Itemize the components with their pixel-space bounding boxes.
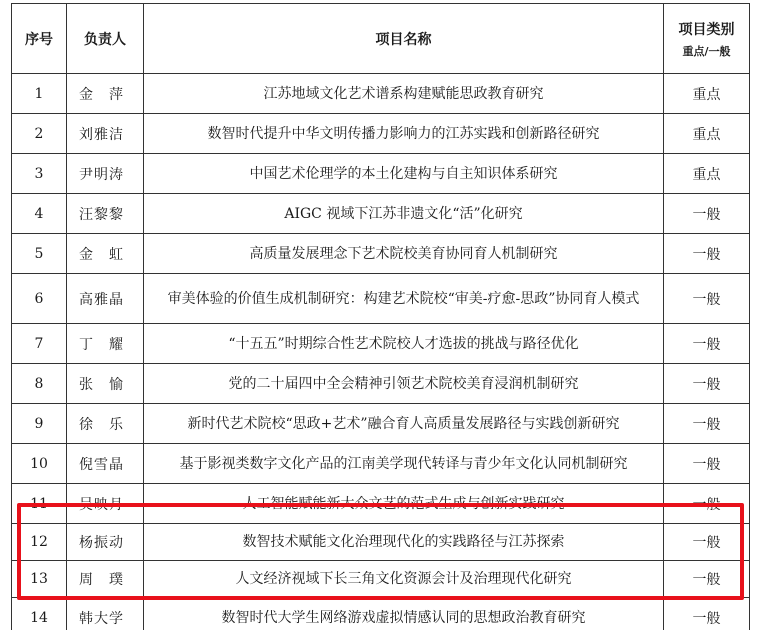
header-no: 序号: [12, 4, 67, 74]
row-owner: 金 虹: [67, 234, 144, 274]
table-row: [12, 74, 750, 114]
row-no: 2: [12, 114, 67, 154]
row-category: 一般: [664, 274, 750, 324]
row-title: 审美体验的价值生成机制研究：构建艺术院校“审美-疗愈-思政”协同育人模式: [144, 274, 664, 324]
row-title: 数智时代提升中华文明传播力影响力的江苏实践和创新路径研究: [144, 114, 664, 154]
row-no: 8: [12, 364, 67, 404]
row-category: 一般: [664, 364, 750, 404]
table-header-row: [12, 4, 750, 74]
row-no: 14: [12, 598, 67, 638]
row-title: “十五五”时期综合性艺术院校人才选拔的挑战与路径优化: [144, 324, 664, 364]
row-title: 党的二十届四中全会精神引领艺术院校美育浸润机制研究: [144, 364, 664, 404]
table-row: [12, 404, 750, 444]
row-owner: 张 愉: [67, 364, 144, 404]
row-no: 11: [12, 484, 67, 524]
row-owner: 吴映月: [67, 484, 144, 524]
row-owner: 汪黎黎: [67, 194, 144, 234]
row-category: 重点: [664, 154, 750, 194]
row-no: 9: [12, 404, 67, 444]
row-title: AIGC 视域下江苏非遗文化“活”化研究: [144, 194, 664, 234]
header-title: 项目名称: [144, 4, 664, 74]
row-category: 一般: [664, 561, 750, 598]
row-owner: 徐 乐: [67, 404, 144, 444]
header-category: [664, 4, 750, 74]
row-no: 12: [12, 524, 67, 561]
row-no: 7: [12, 324, 67, 364]
table-row: [12, 154, 750, 194]
row-owner: 刘雅洁: [67, 114, 144, 154]
row-title: 江苏地域文化艺术谱系构建赋能思政教育研究: [144, 74, 664, 114]
table-row: [12, 524, 750, 561]
row-owner: 周 璞: [67, 561, 144, 598]
table-row: [12, 274, 750, 324]
header-owner: 负责人: [67, 4, 144, 74]
row-category: 一般: [664, 404, 750, 444]
row-category: 一般: [664, 524, 750, 561]
table-row: [12, 364, 750, 404]
row-no: 4: [12, 194, 67, 234]
row-category: 重点: [664, 74, 750, 114]
row-no: 1: [12, 74, 67, 114]
table-row: [12, 561, 750, 598]
row-category: 一般: [664, 598, 750, 638]
row-owner: 杨振动: [67, 524, 144, 561]
table-row: [12, 324, 750, 364]
table-row: [12, 444, 750, 484]
row-owner: 尹明涛: [67, 154, 144, 194]
row-title: 人文经济视域下长三角文化资源会计及治理现代化研究: [144, 561, 664, 598]
row-no: 13: [12, 561, 67, 598]
row-title: 新时代艺术院校“思政+艺术”融合育人高质量发展路径与实践创新研究: [144, 404, 664, 444]
table-row: [12, 234, 750, 274]
table-row: [12, 194, 750, 234]
row-title: 数智技术赋能文化治理现代化的实践路径与江苏探索: [144, 524, 664, 561]
row-category: 重点: [664, 114, 750, 154]
row-no: 3: [12, 154, 67, 194]
row-owner: 高雅晶: [67, 274, 144, 324]
row-no: 6: [12, 274, 67, 324]
row-owner: 倪雪晶: [67, 444, 144, 484]
row-title: 数智时代大学生网络游戏虚拟情感认同的思想政治教育研究: [144, 598, 664, 638]
row-category: 一般: [664, 444, 750, 484]
row-title: 高质量发展理念下艺术院校美育协同育人机制研究: [144, 234, 664, 274]
page-bottom-edge: [0, 630, 757, 644]
header-category-sub: 重点/一般: [682, 44, 731, 58]
row-category: 一般: [664, 194, 750, 234]
row-owner: 金 萍: [67, 74, 144, 114]
row-category: 一般: [664, 484, 750, 524]
row-no: 5: [12, 234, 67, 274]
table-row: [12, 114, 750, 154]
row-no: 10: [12, 444, 67, 484]
project-table: [11, 3, 750, 638]
row-owner: 丁 耀: [67, 324, 144, 364]
row-title: 人工智能赋能新大众文艺的范式生成与创新实践研究: [144, 484, 664, 524]
row-category: 一般: [664, 234, 750, 274]
row-category: 一般: [664, 324, 750, 364]
row-title: 基于影视类数字文化产品的江南美学现代转译与青少年文化认同机制研究: [144, 444, 664, 484]
row-title: 中国艺术伦理学的本土化建构与自主知识体系研究: [144, 154, 664, 194]
table-row: [12, 484, 750, 524]
row-owner: 韩大学: [67, 598, 144, 638]
header-category-label: 项目类别: [678, 21, 735, 38]
